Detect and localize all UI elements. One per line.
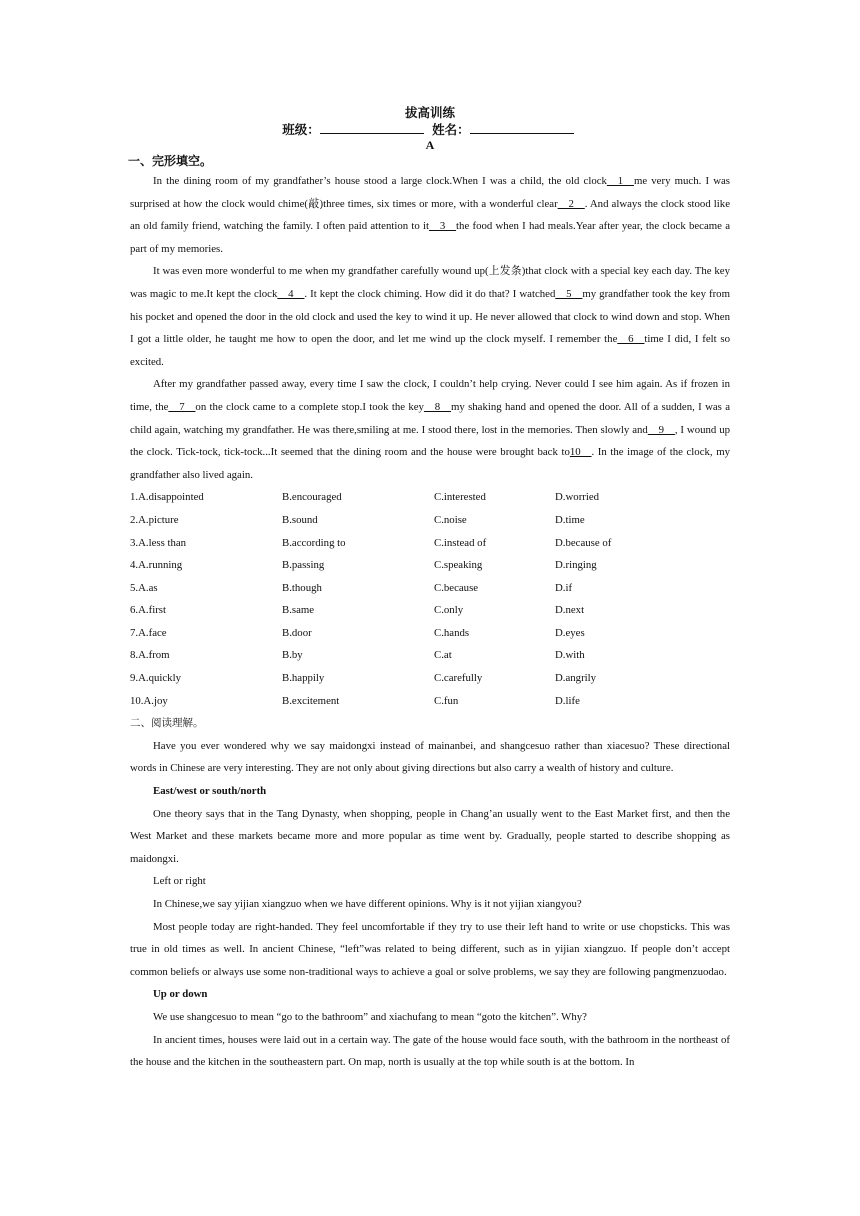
option-c: C.hands — [434, 626, 470, 639]
option-row — [130, 554, 730, 577]
cloze-paragraph-1 — [130, 170, 730, 260]
reading-paragraph: In Chinese,we say yijian xiangzuo when we have different opinions. Why is it not yijian xiangyou? — [153, 898, 582, 910]
option-d: D.because of — [555, 536, 612, 549]
option-a: 10.A.joy — [130, 694, 168, 707]
option-a: 6.A.first — [130, 604, 166, 617]
section-heading-cloze: 一、完形填空。 — [128, 154, 213, 168]
reading-subheading: Up or down — [153, 988, 208, 1001]
name-blank[interactable] — [470, 122, 574, 134]
reading-paragraph: One theory says that in the Tang Dynasty, when shopping, people in Chang’an usually went to the East Market first, and then the West Market and these markets became more and more popular as time went by. Gradually, people started to describe shopping as maidongxi. — [130, 807, 730, 865]
option-a: 4.A.running — [130, 559, 183, 572]
reading-paragraph: Have you ever wondered why we say maidongxi instead of mainanbei, and shangcesuo rather than xiacesuo? These directional words in Chinese are very interesting. They are not only about giving directions but also carry a wealth of history and culture. — [130, 739, 730, 775]
text: After my grandfather passed away, every time I saw the clock, I couldn’t help crying. Never could I see him again. As if frozen in time, the — [130, 378, 730, 413]
text: . In the image of the clock, my grandfather also lived again. — [130, 446, 730, 481]
option-a: 8.A.from — [130, 649, 170, 662]
option-d: D.eyes — [555, 626, 585, 639]
option-b: B.sound — [282, 513, 318, 526]
document-page — [130, 104, 730, 1074]
option-b: B.same — [282, 604, 315, 617]
text: on the clock came to a complete stop.I took the key — [195, 400, 424, 413]
blank-9: __9__ — [647, 423, 675, 436]
blank-3: __3__ — [429, 220, 457, 233]
reading-paragraph: Most people today are right-handed. They feel uncomfortable if they try to use their left hand to write or use chopsticks. This was true in old times as well. In ancient Chinese, “left”was related to being different, such as in yijian xiangzuo. If people don’t accept common beliefs or always use some non-traditional ways to achieve a goal or solve problems, we say they are following pangmenzuodao. — [130, 920, 730, 978]
option-row — [130, 599, 730, 622]
option-a: 5.A.as — [130, 581, 158, 594]
class-blank[interactable] — [320, 122, 424, 134]
option-c: C.because — [434, 581, 479, 594]
option-b: B.encouraged — [282, 491, 342, 504]
blank-8: __8__ — [423, 400, 451, 413]
option-row — [130, 622, 730, 645]
blank-7: __7__ — [168, 400, 196, 413]
option-b: B.though — [282, 581, 322, 594]
student-info-line — [130, 121, 730, 138]
text: me very much. I was surprised at how the clock would chime(敲)three times, six times or more, with a wonderful clear — [130, 175, 730, 210]
option-a: 1.A.disappointed — [130, 491, 204, 504]
reading-subheading: East/west or south/north — [153, 785, 267, 798]
blank-4: __4__ — [277, 287, 305, 300]
text: . And always the clock stood like an old family friend, watching the family. I often paid attention to it — [130, 197, 730, 233]
option-a: 7.A.face — [130, 626, 167, 639]
option-c: C.interested — [434, 491, 486, 504]
reading-paragraph: We use shangcesuo to mean “go to the bathroom” and xiachufang to mean “goto the kitchen”. Why? — [153, 1010, 587, 1023]
text: In the dining room of my grandfather’s house stood a large clock.When I was a child, the old clock — [153, 175, 607, 187]
option-d: D.worried — [555, 491, 600, 504]
option-row — [130, 667, 730, 690]
blank-10: 10__ — [569, 446, 592, 459]
version-label: A — [425, 138, 435, 152]
option-d: D.if — [555, 581, 573, 594]
page-title — [130, 104, 730, 121]
section-heading-reading: 二、阅读理解。 — [130, 717, 204, 730]
option-d: D.next — [555, 604, 585, 617]
text: . It kept the clock chiming. How did it do that? I watched — [304, 287, 556, 300]
blank-5: __5__ — [555, 287, 583, 300]
option-row — [130, 644, 730, 667]
option-d: D.ringing — [555, 559, 597, 572]
option-row — [130, 509, 730, 532]
option-d: D.time — [555, 513, 585, 526]
option-c: C.instead of — [434, 536, 487, 549]
option-a: 2.A.picture — [130, 513, 179, 526]
option-b: B.according to — [282, 536, 346, 549]
option-b: B.by — [282, 649, 303, 662]
option-c: C.carefully — [434, 672, 483, 685]
cloze-options — [130, 486, 730, 712]
text: my shaking hand and opened the door. All of a sudden, I was a child again, watching my grandfather. He was there,smiling at me. I stood there, lost in the memories. Then slowly and — [130, 400, 730, 436]
title-text: 拔高训练 — [404, 105, 455, 120]
option-b: B.excitement — [282, 694, 340, 707]
option-a: 9.A.quickly — [130, 672, 181, 685]
name-label: 姓名： — [432, 122, 470, 137]
reading-subheading: Left or right — [153, 875, 206, 888]
option-b: B.passing — [282, 559, 325, 572]
blank-2: __2__ — [557, 197, 585, 210]
option-a: 3.A.less than — [130, 536, 187, 549]
text: time I did, I felt so excited. — [130, 333, 730, 368]
cloze-paragraph-2 — [130, 260, 730, 373]
class-label: 班级： — [282, 122, 320, 137]
text: my grandfather took the key from his pocket and opened the door in the old clock and used the key to wind it up. He never allowed that clock to wind down and stop. When I got a little older, he taught me how to open the door, and let me wind up the clock myself. I remember the — [130, 287, 730, 346]
text: , I wound up the clock. Tick-tock, tick-tock...It seemed that the dining room and the house were brought back to — [130, 423, 730, 459]
option-c: C.speaking — [434, 559, 483, 572]
option-row — [130, 577, 730, 600]
option-c: C.fun — [434, 694, 459, 707]
option-b: B.happily — [282, 672, 325, 685]
option-c: C.only — [434, 604, 464, 617]
text: the food when I had meals.Year after year, the clock became a part of my memories. — [130, 220, 730, 255]
option-c: C.noise — [434, 513, 467, 526]
option-b: B.door — [282, 626, 312, 639]
cloze-paragraph-3 — [130, 373, 730, 486]
option-row — [130, 486, 730, 509]
blank-1: __1__ — [606, 175, 634, 187]
option-d: D.with — [555, 649, 585, 662]
option-c: C.at — [434, 649, 452, 662]
option-row — [130, 690, 730, 713]
blank-6: __6__ — [617, 333, 645, 346]
option-d: D.life — [555, 694, 580, 707]
option-row — [130, 532, 730, 555]
text: It was even more wonderful to me when my grandfather carefully wound up(上发条)that clock with a special key each day. The key was magic to me.It kept the clock — [130, 265, 730, 300]
option-d: D.angrily — [555, 672, 597, 685]
reading-paragraph: In ancient times, houses were laid out in a certain way. The gate of the house would face south, with the bathroom in the northeast of the house and the kitchen in the southeastern part. On map, north is usually at the top while south is at the bottom. In — [130, 1033, 730, 1069]
